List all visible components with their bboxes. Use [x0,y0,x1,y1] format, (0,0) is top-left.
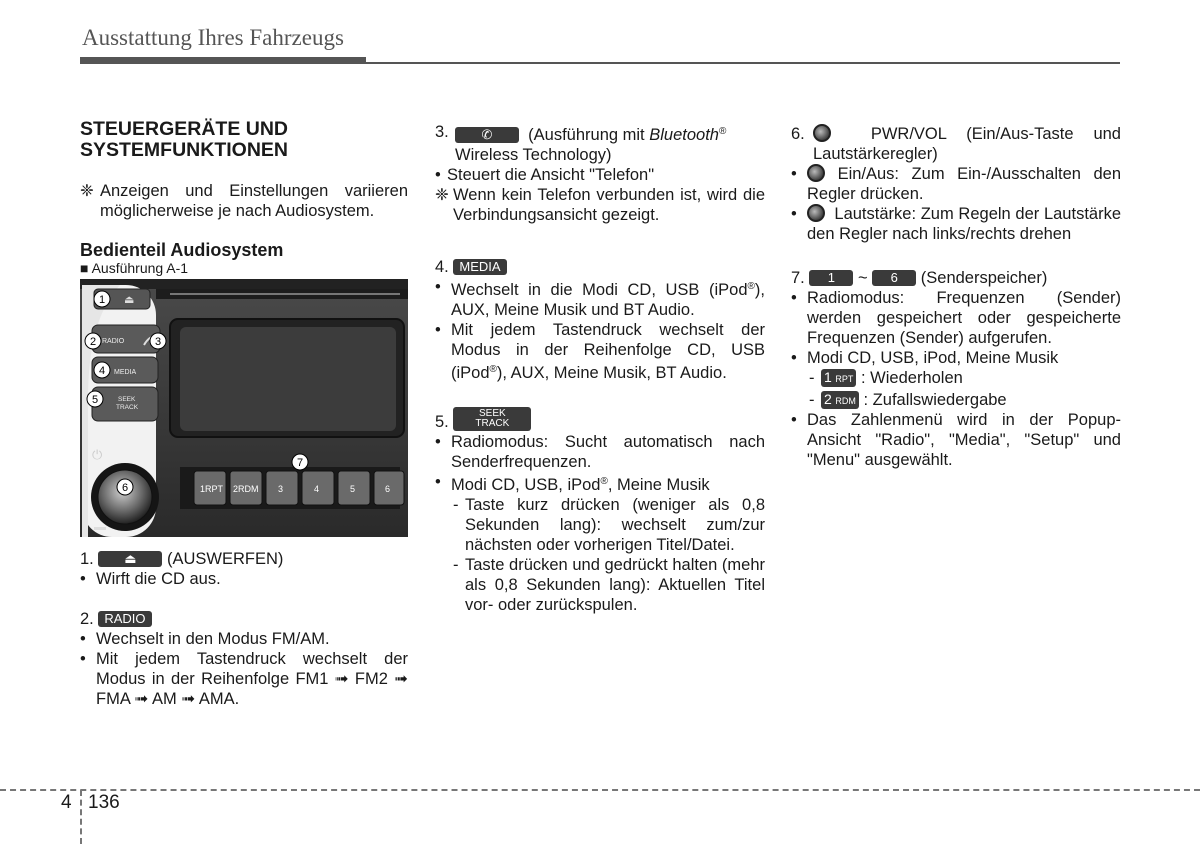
item-4-bullet-1: • Wechselt in die Modi CD, USB (iPod®), AUX, Meine Musik und BT Audio. [435,278,765,319]
svg-text:1: 1 [98,294,106,306]
svg-text:SEEK: SEEK [118,396,136,403]
svg-text:RADIO: RADIO [102,338,125,345]
seek-track-key: SEEK TRACK [453,407,531,431]
item-5-sub-2: - Taste drücken und gedrückt halten (mehr als 0,8 Sekunden lang): Aktuellen Titel vor- oder zurückspulen. [453,556,765,614]
svg-text:2: 2 [89,336,97,348]
audio-panel-image [80,279,408,537]
item-5-sub-1: - Taste kurz drücken (weniger als 0,8 Sekunden lang): wechselt zum/zur nächsten oder vorherigen Titel/Datei. [453,496,765,554]
rpt-key: 1 RPT [821,369,856,387]
item-7-sub-rpt: - 1 RPT : Wiederholen [809,369,963,387]
item-7-heading: 7. 1 ~ 6 (Senderspeicher) [791,269,1048,287]
item-5-bullet-2: • Modi CD, USB, iPod®, Meine Musik [435,473,710,494]
column-right [791,124,1121,470]
chapter-number: 4 [61,792,72,813]
preset-6-key: 6 [872,270,916,286]
footer-separator [80,790,82,844]
eject-key: ⏏ [98,551,162,567]
svg-text:⏻: ⏻ [92,448,103,463]
item-7-bullet-1: • Radiomodus: Frequenzen (Sender) werden gespeichert oder gespeicherte Frequenzen (Sender) aufgerufen. [791,289,1121,347]
header-title: Ausstattung Ihres Fahrzeugs [82,25,344,50]
item-3-heading: 3. ✆ (Ausführung mit Bluetooth® Wireless Technology) [435,123,727,164]
svg-text:5: 5 [350,484,356,494]
svg-text:MEDIA: MEDIA [114,369,137,376]
phone-key: ✆ [455,127,519,143]
item-5-bullet-1: • Radiomodus: Sucht automatisch nach Senderfrequenzen. [435,433,765,471]
svg-text:⏏: ⏏ [124,293,135,306]
svg-text:3: 3 [278,484,284,494]
column-middle [435,122,765,615]
footer-rule [0,789,1200,791]
svg-text:3: 3 [154,336,162,348]
knob-icon [813,124,831,142]
preset-1-key: 1 [809,270,853,286]
page-number: 136 [88,792,120,813]
item-2-heading: 2. RADIO [80,609,408,629]
item-5-heading: 5. SEEK TRACK [435,407,765,432]
rdm-key: 2 RDM [821,391,859,409]
item-6-bullet-2: • Lautstärke: Zum Regeln der Lautstärke den Regler nach links/rechts drehen [791,205,1122,243]
svg-text:4: 4 [98,365,106,377]
svg-text:4: 4 [314,484,320,494]
item-2-bullet-2: • Mit jedem Tastendruck wechselt der Modus in der Reihenfolge FM1 ➟ FM2 ➟ FMA ➟ AM ➟ AMA. [80,650,408,708]
item-2-bullet-1: • Wechselt in den Modus FM/AM. [80,630,330,648]
media-key: MEDIA [453,259,506,275]
svg-text:1RPT: 1RPT [200,484,224,494]
svg-text:6: 6 [385,484,391,494]
knob-icon [807,204,825,222]
header-rule-thick [80,57,366,64]
item-7-bullet-2: • Modi CD, USB, iPod, Meine Musik [791,349,1059,367]
svg-text:5: 5 [91,394,99,406]
svg-text:7: 7 [296,457,304,469]
item-7-sub-rdm: - 2 RDM : Zufallswiedergabe [809,391,1007,409]
radio-key: RADIO [98,611,151,627]
note-text: Anzeigen und Einstellungen variieren möglicherweise je nach Audiosystem. [100,182,408,220]
knob-icon [807,164,825,182]
item-1-bullet: • Wirft die CD aus. [80,570,221,588]
section-title: STEUERGERÄTE UND SYSTEMFUNKTIONEN [80,118,289,161]
item-6-bullet-1: • Ein/Aus: Zum Ein-/Ausschalten den Regler drücken. [791,165,1122,203]
item-3-bullet: • Steuert die Ansicht "Telefon" [435,166,655,184]
svg-text:TRACK: TRACK [116,404,139,411]
header-rule-thin [366,62,1120,64]
item-6-heading: 6. PWR/VOL (Ein/Aus-Taste und Lautstärkeregler) [791,125,1121,163]
svg-text:6: 6 [121,482,129,494]
item-4-heading: 4. MEDIA [435,257,765,277]
svg-text:2RDM: 2RDM [233,484,259,494]
item-4-bullet-2: • Mit jedem Tastendruck wechselt der Modus in der Reihenfolge CD, USB (iPod®), AUX, Meine Musik, BT Audio. [435,321,765,382]
item-3-note: ❈ Wenn kein Telefon verbunden ist, wird die Verbindungsansicht gezeigt. [435,186,765,224]
item-7-bullet-3: • Das Zahlenmenü wird in der Popup-Ansicht "Radio", "Media", "Setup" und "Menu" ausgewählt. [791,411,1121,469]
variant-label: ■ Ausführung A-1 [80,260,189,276]
note-symbol: ❈ [80,182,94,200]
item-1-heading: 1. ⏏ (AUSWERFEN) [80,550,284,568]
column-left [80,118,408,709]
subsection-title: Bedienteil Audiosystem [80,240,284,260]
note [80,181,408,221]
audio-panel-illustration [80,279,408,537]
